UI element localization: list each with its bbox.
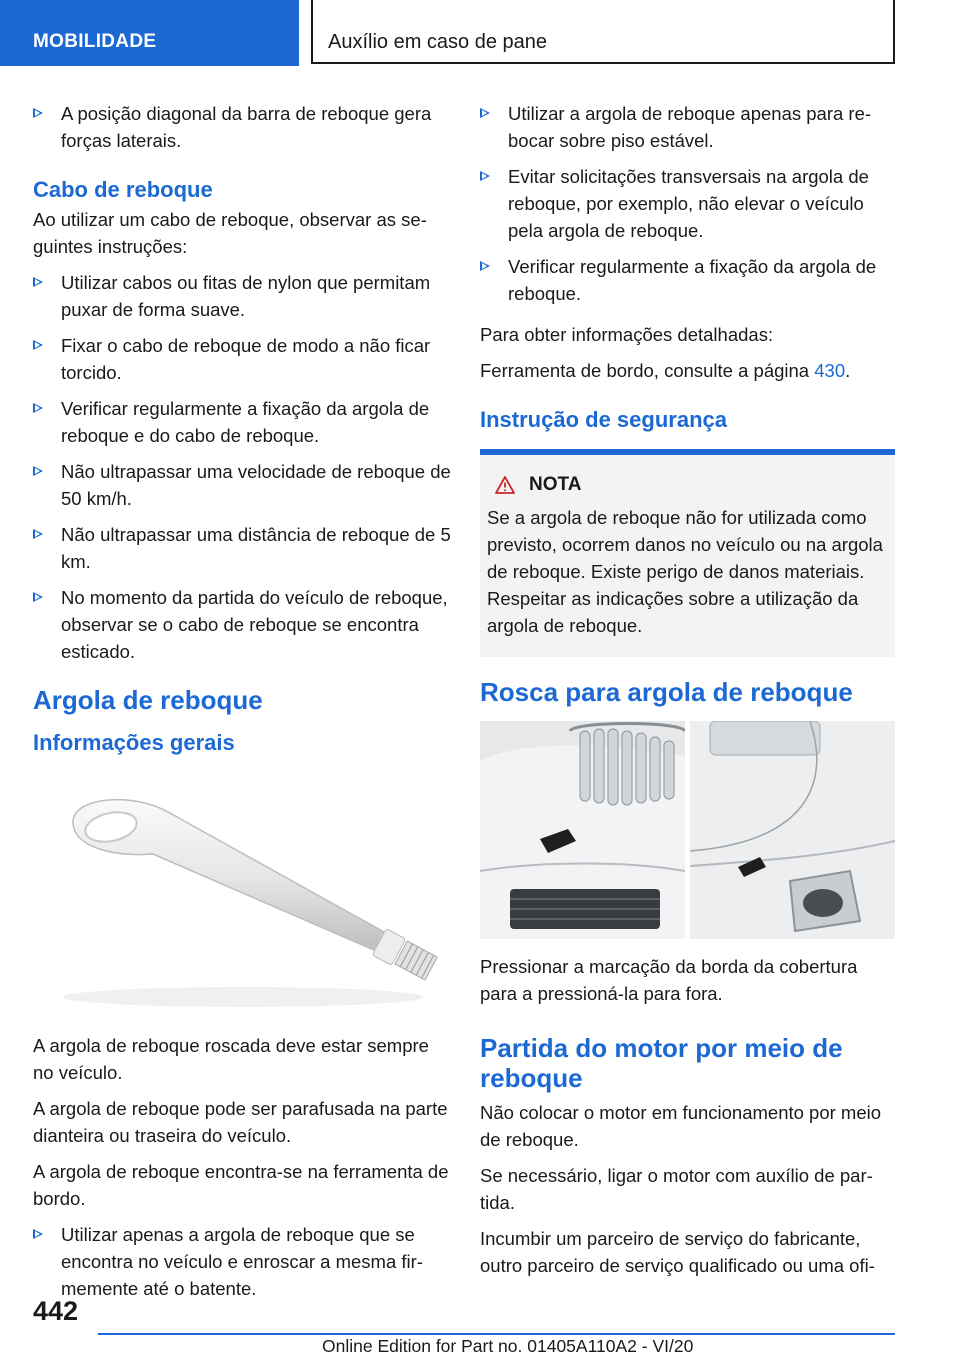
notice-box bbox=[480, 449, 895, 657]
triangle-bullet-icon bbox=[33, 1229, 43, 1239]
list-item: Utilizar cabos ou fitas de nylon que permitam puxar de forma suave. bbox=[33, 269, 451, 323]
list-item: Verificar regularmente a fixação da argola de reboque e do cabo de reboque. bbox=[33, 395, 451, 449]
triangle-bullet-icon bbox=[33, 108, 43, 118]
triangle-bullet-icon bbox=[480, 171, 490, 181]
paragraph: Não colocar o motor em funcionamento por meio de reboque. bbox=[480, 1102, 882, 1150]
tow-eye-list bbox=[33, 1221, 451, 1302]
rear-bumper-photo bbox=[690, 721, 895, 939]
list-item: A posição diagonal da barra de reboque gera forças laterais. bbox=[33, 100, 451, 154]
page-link[interactable]: 430 bbox=[814, 360, 846, 381]
section-heading-cable: Cabo de reboque bbox=[33, 177, 213, 202]
left-column bbox=[33, 100, 451, 1316]
footer-divider bbox=[98, 1333, 895, 1335]
triangle-bullet-icon bbox=[33, 466, 43, 476]
paragraph: Se necessário, ligar o motor com auxílio de partida. bbox=[480, 1165, 873, 1213]
notice-title: NOTA bbox=[487, 471, 887, 498]
list-item: Não ultrapassar uma velocidade de reboque de 50 km/h. bbox=[33, 458, 451, 512]
list-item: Evitar solicitações transversais na argola de reboque, por exemplo, não elevar o veículo pela argola de reboque. bbox=[480, 163, 895, 244]
list-item: Verificar regularmente a fixação da argola de reboque. bbox=[480, 253, 895, 307]
page-number: 442 bbox=[33, 1296, 79, 1326]
page-header bbox=[0, 0, 960, 66]
paragraph: A argola de reboque pode ser parafusada na parte dianteira ou traseira do veículo. bbox=[33, 1098, 448, 1146]
section-heading-tow-eye: Argola de reboque bbox=[33, 685, 263, 715]
section-heading-tow-start: Partida do motor por meio de reboque bbox=[480, 1033, 843, 1093]
intro-list bbox=[33, 100, 451, 154]
triangle-bullet-icon bbox=[480, 108, 490, 118]
list-item: Fixar o cabo de reboque de modo a não ficar torcido. bbox=[33, 332, 451, 386]
paragraph: Incumbir um parceiro de serviço do fabricante, outro parceiro de serviço qualificado ou uma ofi- bbox=[480, 1228, 875, 1276]
thread-photos bbox=[480, 721, 895, 939]
list-item: Utilizar apenas a argola de reboque que se encontra no veículo e enroscar a mesma firmemente até o batente. bbox=[33, 1221, 451, 1302]
triangle-bullet-icon bbox=[33, 403, 43, 413]
section-heading-thread: Rosca para argola de reboque bbox=[480, 677, 853, 707]
triangle-bullet-icon bbox=[480, 261, 490, 271]
right-column bbox=[480, 100, 895, 1288]
section-tab: MOBILIDADE bbox=[0, 0, 299, 66]
paragraph: Para obter informações detalhadas: bbox=[480, 324, 774, 345]
tow-eye-usage-list bbox=[480, 100, 895, 307]
section-heading-safety: Instrução de segurança bbox=[480, 407, 727, 432]
list-item: No momento da partida do veículo de reboque, observar se o cabo de reboque se encontra esticado. bbox=[33, 584, 451, 665]
edition-footer: Online Edition for Part no. 01405A110A2 - VI/20 bbox=[322, 1336, 694, 1356]
triangle-bullet-icon bbox=[33, 529, 43, 539]
subheading-general-info: Informações gerais bbox=[33, 730, 235, 755]
tow-eye-illustration bbox=[33, 782, 451, 1012]
cable-list bbox=[33, 269, 451, 665]
cross-reference: Ferramenta de bordo, consulte a página 430. bbox=[480, 360, 851, 381]
cable-intro: Ao utilizar um cabo de reboque, observar as seguintes instruções: bbox=[33, 209, 427, 257]
warning-triangle-icon bbox=[495, 476, 515, 494]
paragraph: Pressionar a marcação da borda da cobertura para a pressioná-la para fora. bbox=[480, 956, 858, 1004]
list-item: Não ultrapassar uma distância de reboque de 5 km. bbox=[33, 521, 451, 575]
front-bumper-photo bbox=[480, 721, 685, 939]
paragraph: A argola de reboque roscada deve estar sempre no veículo. bbox=[33, 1035, 429, 1083]
notice-text: Se a argola de reboque não for utilizada como previsto, ocorrem danos no veículo ou na argola de reboque. Existe perigo de danos materiais. Respeitar as indicações sobre a utilização da argola de reboque. bbox=[487, 507, 883, 636]
chapter-title: Auxílio em caso de pane bbox=[311, 0, 895, 64]
triangle-bullet-icon bbox=[33, 277, 43, 287]
triangle-bullet-icon bbox=[33, 592, 43, 602]
paragraph: A argola de reboque encontra-se na ferramenta de bordo. bbox=[33, 1161, 449, 1209]
list-item: Utilizar a argola de reboque apenas para rebocar sobre piso estável. bbox=[480, 100, 895, 154]
triangle-bullet-icon bbox=[33, 340, 43, 350]
